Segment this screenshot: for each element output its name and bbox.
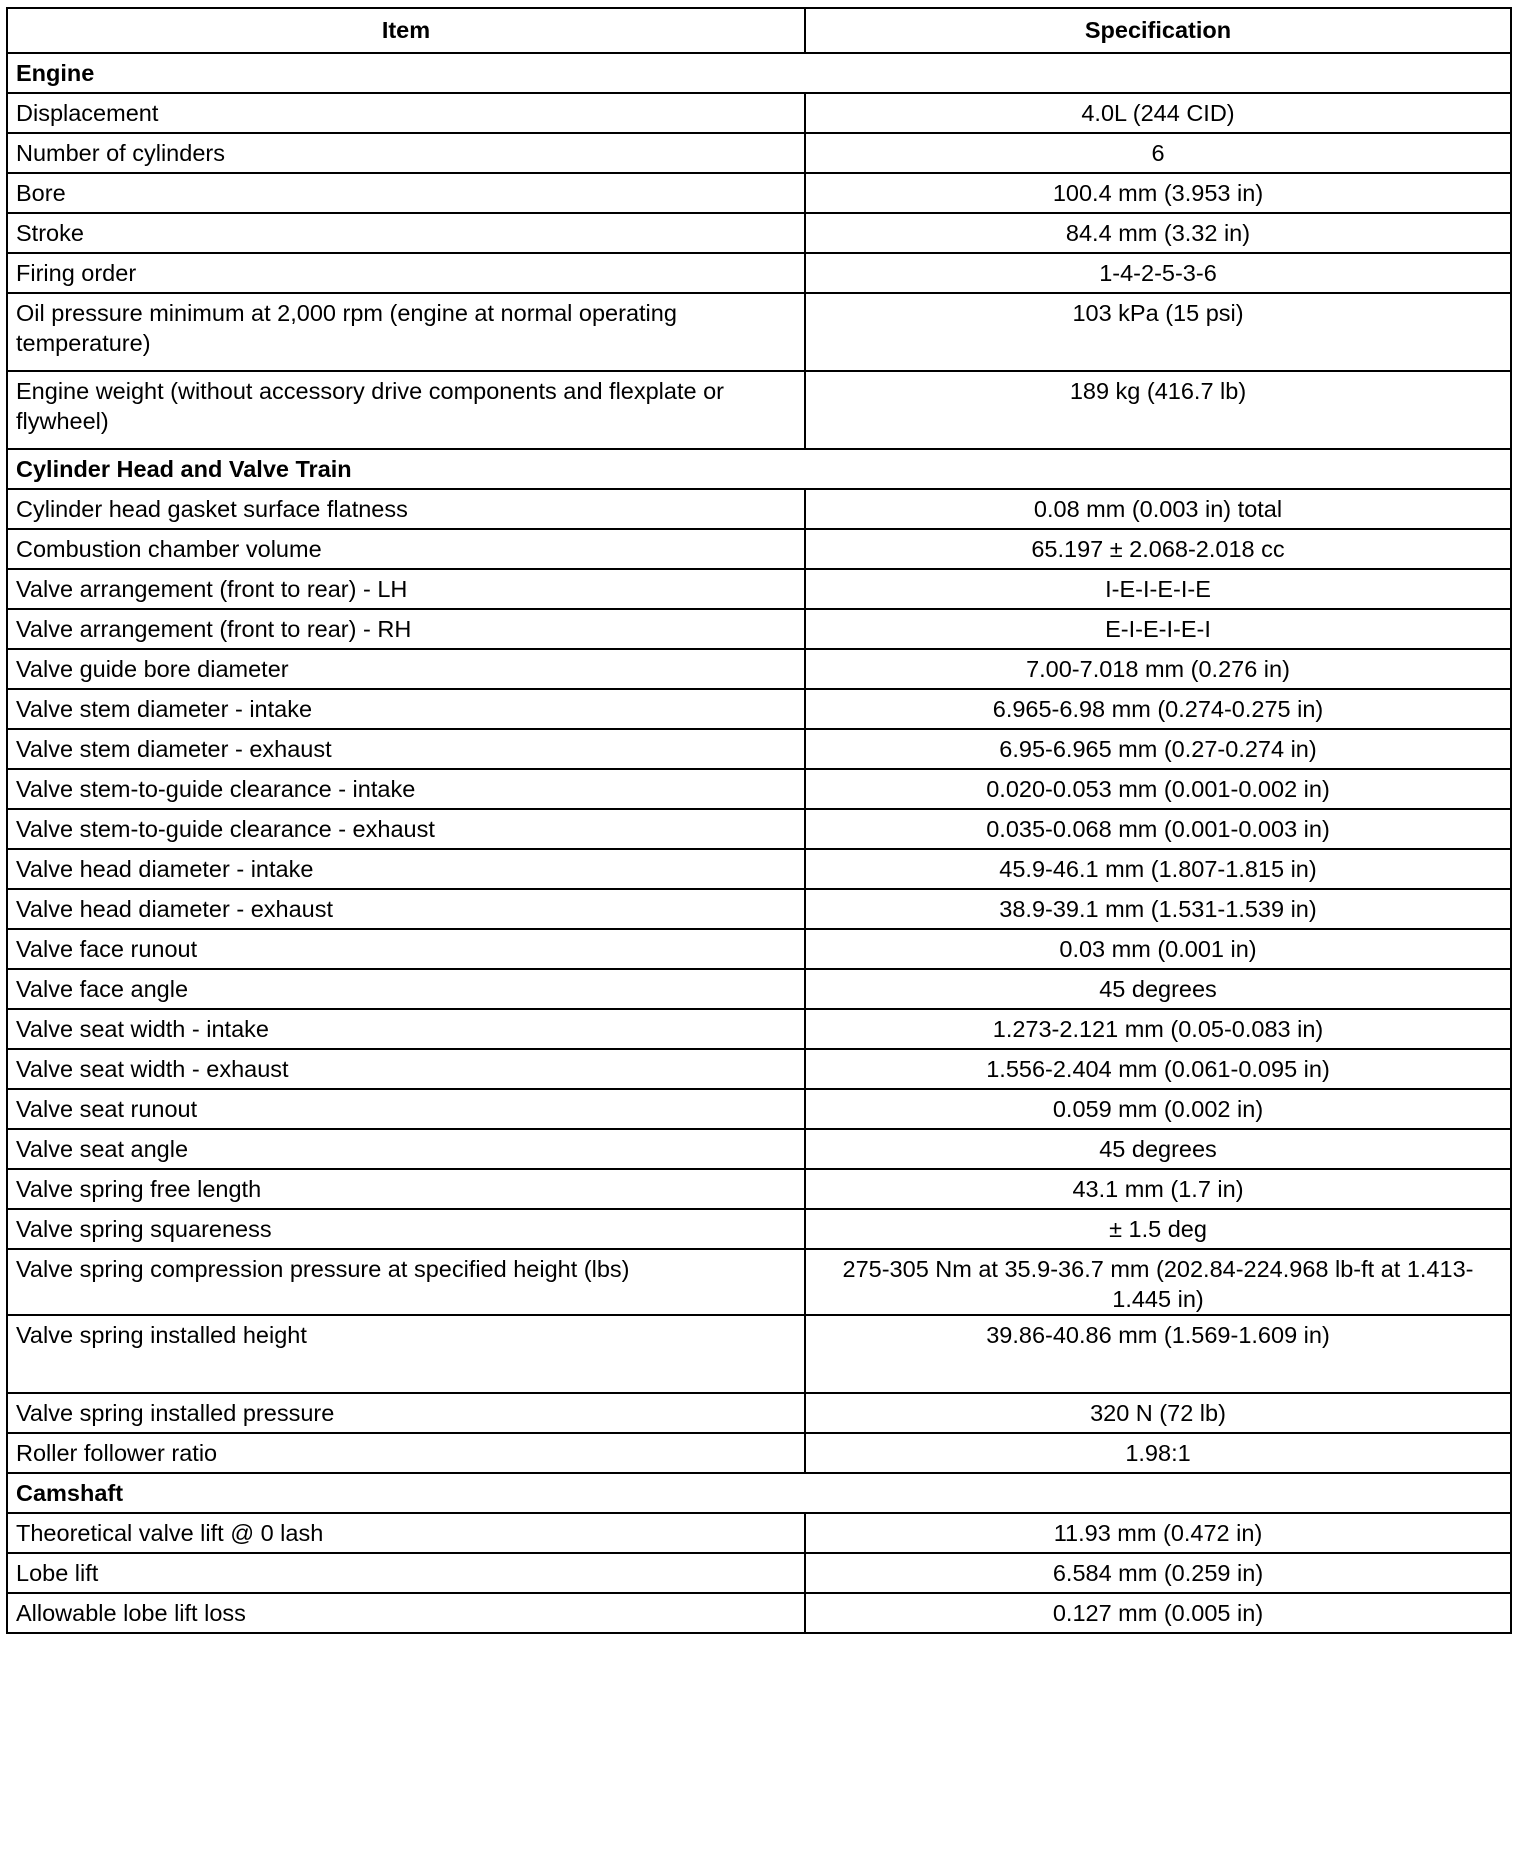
spec-cell: 6.584 mm (0.259 in) — [805, 1553, 1511, 1593]
item-cell: Valve head diameter - exhaust — [7, 889, 805, 929]
header-item: Item — [7, 8, 805, 53]
table-row — [7, 213, 1511, 253]
spec-cell: 38.9-39.1 mm (1.531-1.539 in) — [805, 889, 1511, 929]
spec-cell: 0.020-0.053 mm (0.001-0.002 in) — [805, 769, 1511, 809]
spec-cell: 1-4-2-5-3-6 — [805, 253, 1511, 293]
table-row — [7, 253, 1511, 293]
spec-cell: 0.127 mm (0.005 in) — [805, 1593, 1511, 1633]
table-row — [7, 1169, 1511, 1209]
table-row — [7, 1553, 1511, 1593]
spec-cell: 11.93 mm (0.472 in) — [805, 1513, 1511, 1553]
item-cell: Theoretical valve lift @ 0 lash — [7, 1513, 805, 1553]
table-row — [7, 809, 1511, 849]
table-row — [7, 1393, 1511, 1433]
section-title: Camshaft — [7, 1473, 1511, 1513]
table-row — [7, 1513, 1511, 1553]
table-row — [7, 1315, 1511, 1393]
spec-cell: 0.059 mm (0.002 in) — [805, 1089, 1511, 1129]
item-cell: Valve seat width - intake — [7, 1009, 805, 1049]
table-row — [7, 371, 1511, 449]
table-header-row — [7, 8, 1511, 53]
table-row — [7, 1209, 1511, 1249]
table-row — [7, 609, 1511, 649]
item-cell: Displacement — [7, 93, 805, 133]
spec-cell: 0.03 mm (0.001 in) — [805, 929, 1511, 969]
spec-cell: 6 — [805, 133, 1511, 173]
spec-cell: 6.95-6.965 mm (0.27-0.274 in) — [805, 729, 1511, 769]
spec-cell: 4.0L (244 CID) — [805, 93, 1511, 133]
section-row — [7, 1473, 1511, 1513]
item-cell: Valve stem-to-guide clearance - intake — [7, 769, 805, 809]
item-cell: Number of cylinders — [7, 133, 805, 173]
item-cell: Valve face runout — [7, 929, 805, 969]
table-row — [7, 1433, 1511, 1473]
spec-cell: 1.98:1 — [805, 1433, 1511, 1473]
spec-cell: 103 kPa (15 psi) — [805, 293, 1511, 371]
spec-cell: 7.00-7.018 mm (0.276 in) — [805, 649, 1511, 689]
spec-cell: ± 1.5 deg — [805, 1209, 1511, 1249]
item-cell: Valve spring installed height — [7, 1315, 805, 1393]
table-row — [7, 689, 1511, 729]
spec-cell: 1.273-2.121 mm (0.05-0.083 in) — [805, 1009, 1511, 1049]
item-cell: Allowable lobe lift loss — [7, 1593, 805, 1633]
item-cell: Valve stem-to-guide clearance - exhaust — [7, 809, 805, 849]
item-cell: Valve seat runout — [7, 1089, 805, 1129]
table-row — [7, 969, 1511, 1009]
item-cell: Valve spring installed pressure — [7, 1393, 805, 1433]
table-row — [7, 1249, 1511, 1315]
spec-cell: 84.4 mm (3.32 in) — [805, 213, 1511, 253]
table-row — [7, 849, 1511, 889]
item-cell: Valve stem diameter - intake — [7, 689, 805, 729]
spec-cell: 0.08 mm (0.003 in) total — [805, 489, 1511, 529]
spec-cell: 65.197 ± 2.068-2.018 cc — [805, 529, 1511, 569]
item-cell: Valve spring free length — [7, 1169, 805, 1209]
item-cell: Valve seat angle — [7, 1129, 805, 1169]
table-row — [7, 133, 1511, 173]
spec-cell: 100.4 mm (3.953 in) — [805, 173, 1511, 213]
table-row — [7, 1089, 1511, 1129]
table-row — [7, 93, 1511, 133]
item-cell: Bore — [7, 173, 805, 213]
table-row — [7, 1009, 1511, 1049]
spec-cell: 320 N (72 lb) — [805, 1393, 1511, 1433]
item-cell: Roller follower ratio — [7, 1433, 805, 1473]
section-title: Engine — [7, 53, 1511, 93]
table-row — [7, 529, 1511, 569]
item-cell: Oil pressure minimum at 2,000 rpm (engine at normal operating temperature) — [7, 293, 805, 371]
item-cell: Lobe lift — [7, 1553, 805, 1593]
item-cell: Valve seat width - exhaust — [7, 1049, 805, 1089]
spec-cell: 45.9-46.1 mm (1.807-1.815 in) — [805, 849, 1511, 889]
table-row — [7, 729, 1511, 769]
spec-cell: 43.1 mm (1.7 in) — [805, 1169, 1511, 1209]
item-cell: Engine weight (without accessory drive components and flexplate or flywheel) — [7, 371, 805, 449]
item-cell: Cylinder head gasket surface flatness — [7, 489, 805, 529]
table-row — [7, 569, 1511, 609]
item-cell: Valve spring compression pressure at specified height (lbs) — [7, 1249, 805, 1315]
table-row — [7, 649, 1511, 689]
header-specification: Specification — [805, 8, 1511, 53]
spec-cell: 1.556-2.404 mm (0.061-0.095 in) — [805, 1049, 1511, 1089]
section-row — [7, 449, 1511, 489]
spec-cell: 275-305 Nm at 35.9-36.7 mm (202.84-224.968 lb-ft at 1.413-1.445 in) — [805, 1249, 1511, 1315]
table-row — [7, 769, 1511, 809]
spec-cell: 6.965-6.98 mm (0.274-0.275 in) — [805, 689, 1511, 729]
section-row — [7, 53, 1511, 93]
item-cell: Valve stem diameter - exhaust — [7, 729, 805, 769]
item-cell: Valve guide bore diameter — [7, 649, 805, 689]
item-cell: Valve arrangement (front to rear) - RH — [7, 609, 805, 649]
section-title: Cylinder Head and Valve Train — [7, 449, 1511, 489]
table-row — [7, 173, 1511, 213]
item-cell: Firing order — [7, 253, 805, 293]
table-body — [7, 53, 1511, 1633]
spec-table — [6, 7, 1512, 1634]
table-row — [7, 293, 1511, 371]
item-cell: Valve arrangement (front to rear) - LH — [7, 569, 805, 609]
item-cell: Valve head diameter - intake — [7, 849, 805, 889]
item-cell: Valve face angle — [7, 969, 805, 1009]
spec-cell: 45 degrees — [805, 969, 1511, 1009]
spec-cell: 45 degrees — [805, 1129, 1511, 1169]
table-row — [7, 929, 1511, 969]
table-row — [7, 1129, 1511, 1169]
table-row — [7, 489, 1511, 529]
item-cell: Valve spring squareness — [7, 1209, 805, 1249]
item-cell: Stroke — [7, 213, 805, 253]
table-row — [7, 1593, 1511, 1633]
spec-cell: 39.86-40.86 mm (1.569-1.609 in) — [805, 1315, 1511, 1393]
spec-cell: 189 kg (416.7 lb) — [805, 371, 1511, 449]
table-row — [7, 1049, 1511, 1089]
table-row — [7, 889, 1511, 929]
spec-cell: I-E-I-E-I-E — [805, 569, 1511, 609]
spec-cell: E-I-E-I-E-I — [805, 609, 1511, 649]
item-cell: Combustion chamber volume — [7, 529, 805, 569]
spec-cell: 0.035-0.068 mm (0.001-0.003 in) — [805, 809, 1511, 849]
